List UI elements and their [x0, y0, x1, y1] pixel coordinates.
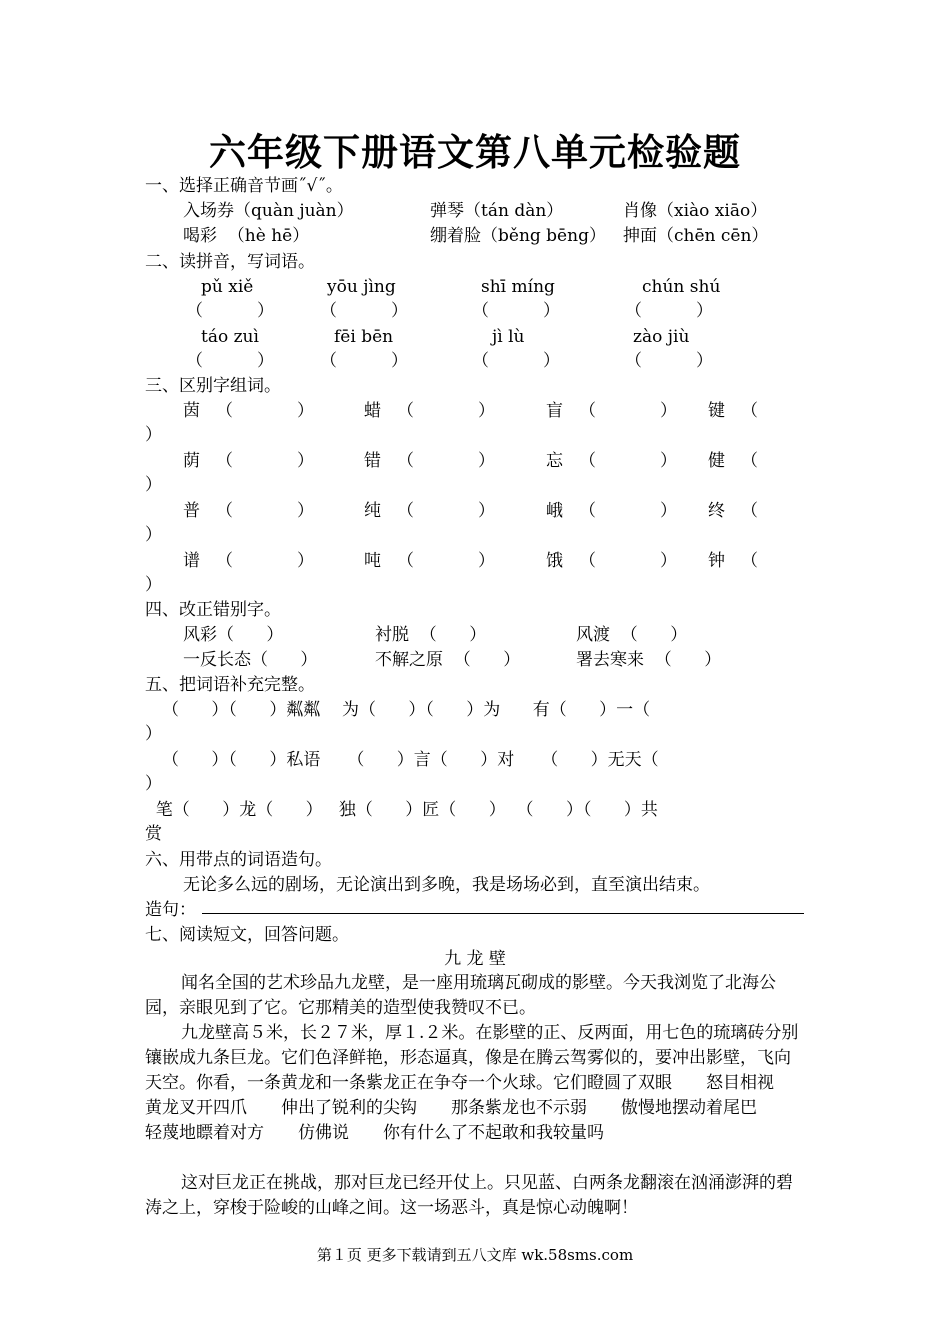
blank-open-paren: （ [741, 551, 758, 571]
blank-open-paren: （ [397, 501, 414, 521]
s1-item: 弹琴（tán dàn） [430, 201, 564, 221]
compare-char: 茵 [183, 401, 200, 421]
pinyin-prompt: zào jiù [633, 327, 690, 347]
typo-item: 一反长态（ ） [183, 650, 318, 670]
typo-item: 不解之原 （ ） [375, 650, 521, 670]
compare-char: 盲 [546, 401, 563, 421]
blank-open-paren: （ [579, 501, 596, 521]
pinyin-prompt: yōu jìng [327, 277, 396, 297]
pinyin-prompt: chún shú [642, 277, 721, 297]
typo-item: 署去寒来 （ ） [576, 650, 722, 670]
blank-close-paren: ） [660, 451, 677, 471]
compare-char: 终 [708, 501, 725, 521]
answer-blank: （ ） [186, 351, 275, 371]
s1-item: 肖像（xiào xiāo） [623, 201, 768, 221]
passage-paragraph: 闻名全国的艺术珍品九龙壁，是一座用琉璃瓦砌成的影壁。今天我浏览了北海公园，亲眼见到了它。它那精美的造型使我赞叹不已。 [145, 973, 776, 1018]
compare-char: 饿 [546, 551, 563, 571]
blank-close-paren: ） [297, 401, 314, 421]
blank-close-paren: ） [478, 401, 495, 421]
answer-blank: （ ） [320, 351, 409, 371]
compare-char: 吨 [364, 551, 381, 571]
blank-open-paren: （ [741, 451, 758, 471]
pinyin-prompt: fēi bēn [334, 327, 394, 347]
idiom-row-wrap: 赏 [145, 824, 162, 844]
blank-close-paren: ） [660, 401, 677, 421]
blank-open-paren: （ [579, 451, 596, 471]
answer-blank: （ ） [625, 351, 714, 371]
section-5-heading: 五、把词语补充完整。 [145, 675, 315, 695]
section-3-heading: 三、区别字组词。 [145, 376, 281, 396]
idiom-row: 笔（ ）龙（ ） 独（ ）匠（ ） （ ）（ ）共 [145, 800, 658, 820]
compare-char: 错 [364, 451, 381, 471]
pinyin-prompt: táo zuì [201, 327, 259, 347]
blank-close-paren: ） [478, 551, 495, 571]
passage-title: 九 龙 壁 [444, 949, 506, 969]
typo-item: 风彩（ ） [183, 625, 284, 645]
blank-close-paren: ） [478, 451, 495, 471]
page-footer: 第１页 更多下载请到五八文库 wk.58sms.com [316, 1246, 634, 1264]
s1-item: 绷着脸（běng bēng） [430, 226, 606, 246]
blank-open-paren: （ [741, 501, 758, 521]
s1-item: 入场券（quàn juàn） [183, 201, 354, 221]
blank-open-paren: （ [397, 401, 414, 421]
pinyin-prompt: pǔ xiě [201, 277, 254, 297]
blank-close-paren: ） [478, 501, 495, 521]
blank-close-paren: ） [660, 551, 677, 571]
idiom-row: （ ）（ ）粼粼 为（ ）（ ）为 有（ ）一（ [162, 700, 651, 720]
passage-paragraph: 九龙壁高５米，长２７米，厚１.２米。在影壁的正、反两面，用七色的琉璃砖分别镶嵌成九条巨龙。它们色泽鲜艳，形态逼真，像是在腾云驾雾似的，要冲出影壁，飞向天空。你看，一条黄龙和一条紫龙正在争夺一个火球。它们瞪圆了双眼 怒目相视 黄龙叉开四爪 伸出了锐利的尖钩 那条紫龙也不示弱 傲慢地摆动着尾巴 轻蔑地瞟着对方 仿佛说 你有什么了不起敢和我较量吗 [145, 1023, 808, 1143]
section-4-heading: 四、改正错别字。 [145, 600, 281, 620]
compare-char: 峨 [546, 501, 563, 521]
blank-open-paren: （ [741, 401, 758, 421]
idiom-row: （ ）（ ）私语 （ ）言（ ）对 （ ）无天（ [162, 750, 659, 770]
pinyin-prompt: shī míng [481, 277, 555, 297]
answer-line [202, 913, 804, 914]
answer-blank: （ ） [472, 301, 561, 321]
blank-close-paren: ） [297, 451, 314, 471]
page-title: 六年级下册语文第八单元检验题 [209, 130, 741, 174]
compare-char: 钟 [708, 551, 725, 571]
blank-open-paren: （ [397, 551, 414, 571]
sentence-label: 造句： [145, 900, 196, 920]
s1-item: 喝彩 （hè hē） [183, 226, 310, 246]
compare-char: 纯 [364, 501, 381, 521]
compare-char: 荫 [183, 451, 200, 471]
answer-blank: （ ） [320, 301, 409, 321]
section-2-heading: 二、读拼音，写词语。 [145, 252, 315, 272]
blank-open-paren: （ [579, 401, 596, 421]
blank-close-paren: ） [297, 501, 314, 521]
blank-open-paren: （ [216, 551, 233, 571]
section-6-heading: 六、用带点的词语造句。 [145, 850, 332, 870]
typo-item: 风渡 （ ） [576, 625, 688, 645]
blank-close-paren: ） [660, 501, 677, 521]
compare-char: 键 [708, 401, 725, 421]
answer-blank: （ ） [472, 351, 561, 371]
blank-open-paren: （ [579, 551, 596, 571]
blank-open-paren: （ [216, 401, 233, 421]
blank-close-paren: ） [145, 475, 162, 495]
s1-item: 抻面（chēn cēn） [623, 226, 769, 246]
blank-open-paren: （ [216, 501, 233, 521]
typo-item: 衬脱 （ ） [375, 625, 487, 645]
idiom-row-wrap: ） [145, 774, 162, 794]
compare-char: 蜡 [364, 401, 381, 421]
passage-paragraph: 这对巨龙正在挑战，那对巨龙已经开仗上。只见蓝、白两条龙翻滚在汹涌澎湃的碧涛之上，穿梭于险峻的山峰之间。这一场恶斗，真是惊心动魄啊！ [145, 1173, 793, 1218]
answer-blank: （ ） [625, 301, 714, 321]
compare-char: 谱 [183, 551, 200, 571]
blank-close-paren: ） [145, 525, 162, 545]
blank-open-paren: （ [216, 451, 233, 471]
compare-char: 健 [708, 451, 725, 471]
compare-char: 忘 [546, 451, 563, 471]
idiom-row-wrap: ） [145, 724, 162, 744]
blank-close-paren: ） [297, 551, 314, 571]
compare-char: 普 [183, 501, 200, 521]
blank-close-paren: ） [145, 575, 162, 595]
blank-open-paren: （ [397, 451, 414, 471]
answer-blank: （ ） [186, 301, 275, 321]
section-1-heading: 一、选择正确音节画˝√˝。 [145, 176, 343, 196]
example-sentence: 无论多么远的剧场，无论演出到多晚，我是场场必到，直至演出结束。 [183, 875, 710, 895]
section-7-heading: 七、阅读短文，回答问题。 [145, 925, 349, 945]
blank-close-paren: ） [145, 425, 162, 445]
pinyin-prompt: jì lù [492, 327, 525, 347]
